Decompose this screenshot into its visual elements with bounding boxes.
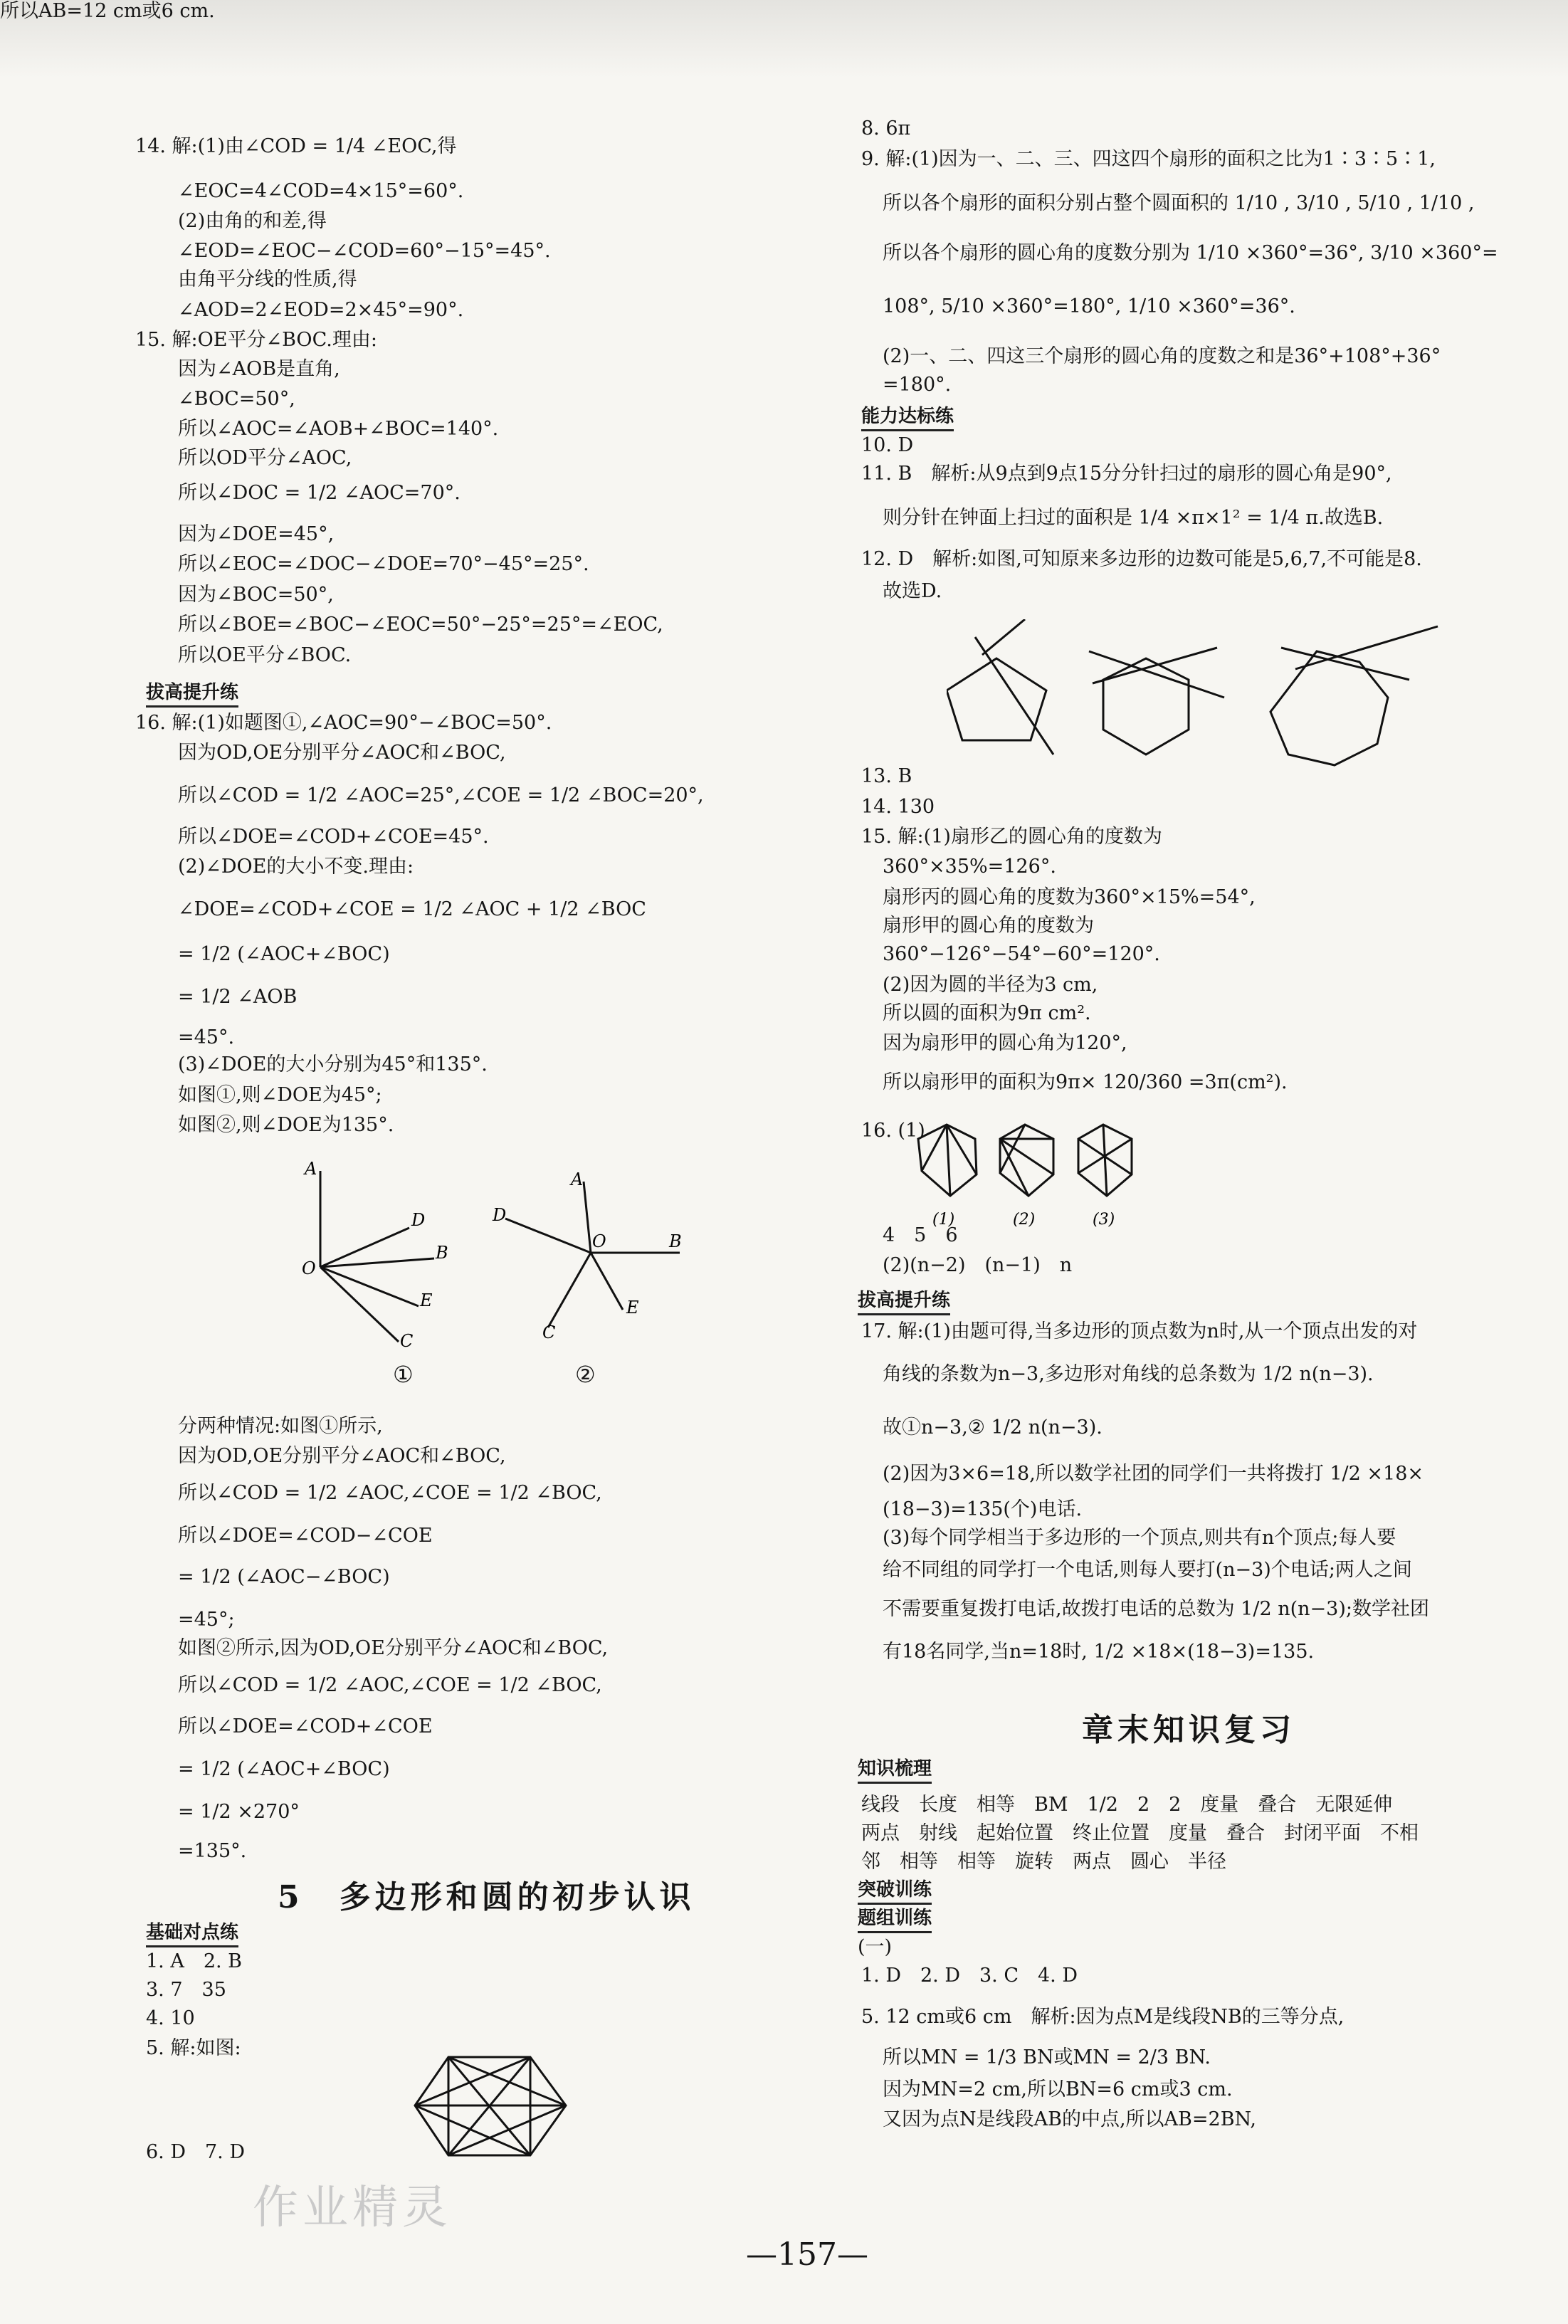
ray-oe [320,1267,419,1306]
text-line: (3)∠DOE的大小分别为45°和135°. [178,1053,488,1076]
text-line: 基础对点练 [146,1922,238,1947]
text-line: 5. 解:如图: [146,2037,241,2059]
text-line: =135°. [178,1840,247,1862]
text-line: 所以∠BOE=∠BOC−∠EOC=50°−25°=25°=∠EOC, [178,614,663,636]
text-line: 所以∠DOE=∠COD−∠COE [178,1525,433,1547]
text-line: 所以各个扇形的圆心角的度数分别为 1/10 ×360°=36°, 3/10 ×360°= [883,242,1498,264]
label-d: D [411,1210,426,1230]
text-line: 由角平分线的性质,得 [178,268,357,290]
label-e: E [420,1290,433,1310]
text-line: 因为OD,OE分别平分∠AOC和∠BOC, [178,1445,506,1467]
text-line: (2)由角的和差,得 [178,210,327,232]
text-line: 10. D [861,434,914,456]
label-e: E [626,1298,639,1318]
text-line: 因为∠DOE=45°, [178,523,335,545]
text-line: ∠BOC=50°, [178,388,295,410]
text-line: 16. 解:(1)如题图①,∠AOC=90°−∠BOC=50°. [135,712,552,734]
text-line: 5. 12 cm或6 cm 解析:因为点M是线段NB的三等分点, [861,2006,1345,2028]
ray-oe [591,1253,623,1310]
text-line: 3. 7 35 [146,1979,226,2001]
text-line: 题组训练 [858,1908,932,1933]
text-line: 因为∠AOB是直角, [178,358,340,380]
text-line: 因为扇形甲的圆心角为120°, [883,1032,1127,1054]
text-line: =45°; [178,1609,235,1631]
text-line: 又因为点N是线段AB的中点,所以AB=2BN, [883,2108,1257,2130]
ray-od [505,1219,591,1253]
text-line: 突破训练 [858,1879,932,1905]
text-line: 17. 解:(1)由题可得,当多边形的顶点数为n时,从一个顶点出发的对 [861,1320,1418,1342]
text-line: 所以∠COD = 1/2 ∠AOC=25°,∠COE = 1/2 ∠BOC=20°, [178,784,704,806]
text-line: = 1/2 (∠AOC−∠BOC) [178,1566,390,1588]
text-line: 所以∠EOC=∠DOC−∠DOE=70°−45°=25°. [178,553,589,575]
text-line: 9. 解:(1)因为一、二、三、四这四个扇形的面积之比为1∶3∶5∶1, [861,148,1436,170]
pentagon-diagonals-figures [911,1118,1167,1239]
text-line: 则分针在钟面上扫过的面积是 1/4 ×π×1² = 1/4 π.故选B. [883,507,1384,529]
label-o: O [302,1258,316,1278]
page-number: —157— [746,2236,868,2273]
text-line: 两点 射线 起始位置 终止位置 度量 叠合 封闭平面 不相 [861,1822,1419,1844]
label-a: A [571,1169,584,1189]
text-line: 1. A 2. B [146,1950,243,1972]
text-line: 邻 相等 相等 旋转 两点 圆心 半径 [861,1851,1226,1873]
caption-3: (3) [1093,1211,1115,1229]
label-b: B [669,1231,682,1251]
text-line: = 1/2 ×270° [178,1801,300,1823]
text-line: 13. B [861,765,912,787]
text-line: = 1/2 (∠AOC+∠BOC) [178,1758,390,1780]
text-line: 如图②所示,因为OD,OE分别平分∠AOC和∠BOC, [178,1637,609,1659]
text-line: 所以∠AOC=∠AOB+∠BOC=140°. [178,418,499,440]
text-line: 16. (1) [861,1120,925,1142]
text-line: 故选D. [883,580,942,602]
text-line: 拔高提升练 [146,682,238,708]
scan-top-shadow [0,0,1568,78]
text-line: 4 5 6 [883,1224,958,1246]
text-line: 5 多边形和圆的初步认识 [278,1879,695,1915]
text-line: 360°−126°−54°−60°=120°. [883,943,1160,965]
text-line: 12. D 解析:如图,可知原来多边形的边数可能是5,6,7,不可能是8. [861,548,1422,570]
ray-oc [320,1267,399,1342]
ray-oa [584,1182,591,1253]
label-c: C [400,1331,414,1351]
text-line: 知识梳理 [858,1758,932,1784]
text-line: (2)(n−2) (n−1) n [883,1254,1073,1276]
text-line: 因为OD,OE分别平分∠AOC和∠BOC, [178,742,506,764]
text-line: 所以AB=12 cm或6 cm. [0,0,215,22]
text-line: 4. 10 [146,2007,195,2029]
text-line: 所以∠COD = 1/2 ∠AOC,∠COE = 1/2 ∠BOC, [178,1674,602,1696]
text-line: 扇形丙的圆心角的度数为360°×15%=54°, [883,886,1256,908]
text-line: (2)一、二、四这三个扇形的圆心角的度数之和是36°+108°+36° [883,345,1441,367]
text-line: (2)因为圆的半径为3 cm, [883,974,1098,996]
angle-figure-1 [292,1160,477,1352]
caption-figure-1: ① [393,1361,414,1388]
text-line: 拔高提升练 [858,1290,950,1315]
text-line: 角线的条数为n−3,多边形对角线的总条数为 1/2 n(n−3). [883,1363,1374,1385]
watermark: 作业精灵 [253,2182,452,2234]
text-line: 分两种情况:如图①所示, [178,1415,383,1437]
text-line: = 1/2 (∠AOC+∠BOC) [178,943,390,965]
text-line: 能力达标练 [861,406,954,431]
text-line: 给不同组的同学打一个电话,则每人要打(n−3)个电话;两人之间 [883,1559,1412,1581]
label-b: B [436,1243,448,1263]
text-line: (3)每个同学相当于多边形的一个顶点,则共有n个顶点;每人要 [883,1527,1396,1549]
text-line: 所以扇形甲的面积为9π× 120/360 =3π(cm²). [883,1071,1288,1093]
text-line: (18−3)=135(个)电话. [883,1498,1083,1520]
text-line: 108°, 5/10 ×360°=180°, 1/10 ×360°=36°. [883,295,1295,317]
text-line: 如图②,则∠DOE为135°. [178,1114,394,1136]
text-line: 所以各个扇形的面积分别占整个圆面积的 1/10 , 3/10 , 5/10 , 1/10 , [883,192,1475,214]
text-line: 所以∠DOE=∠COD+∠COE=45°. [178,826,489,848]
text-line: 故①n−3,② 1/2 n(n−3). [883,1416,1103,1439]
text-line: 章末知识复习 [1082,1712,1295,1748]
text-line: ∠DOE=∠COD+∠COE = 1/2 ∠AOC + 1/2 ∠BOC [178,898,646,920]
text-line: 不需要重复拨打电话,故拨打电话的总数为 1/2 n(n−3);数学社团 [883,1598,1429,1620]
label-c: C [542,1323,556,1342]
text-line: 14. 130 [861,796,935,818]
text-line: (2)因为3×6=18,所以数学社团的同学们一共将拨打 1/2 ×18× [883,1463,1424,1485]
polygon-cut-figures [947,619,1459,783]
hexagon [1103,658,1189,754]
text-line: 因为∠BOC=50°, [178,584,334,606]
text-line: 有18名同学,当n=18时, 1/2 ×18×(18−3)=135. [883,1641,1315,1663]
hexagon-diagonals-figure [409,2050,573,2164]
text-line: 所以圆的面积为9π cm². [883,1002,1091,1024]
text-line: =45°. [178,1026,235,1048]
label-d: D [493,1205,507,1225]
text-line: (2)∠DOE的大小不变.理由: [178,856,414,878]
text-line: 15. 解:(1)扇形乙的圆心角的度数为 [861,826,1162,848]
text-line: 360°×35%=126°. [883,856,1056,878]
text-line: 线段 长度 相等 BM 1/2 2 2 度量 叠合 无限延伸 [861,1794,1393,1816]
angle-figure-2 [491,1167,705,1352]
text-line: 11. B 解析:从9点到9点15分分针扫过的扇形的圆心角是90°, [861,463,1392,485]
caption-figure-2: ② [575,1361,596,1388]
caption-2: (2) [1013,1211,1036,1229]
text-line: 所以MN = 1/3 BN或MN = 2/3 BN. [883,2046,1211,2068]
text-line: (一) [858,1936,893,1958]
text-line: 扇形甲的圆心角的度数为 [883,915,1094,937]
text-line: 所以OD平分∠AOC, [178,447,352,469]
text-line: =180°. [883,374,952,396]
text-line: ∠EOD=∠EOC−∠COD=60°−15°=45°. [178,240,551,262]
heptagon [1270,651,1388,765]
text-line: 所以∠DOE=∠COD+∠COE [178,1715,433,1737]
label-o: O [592,1231,606,1251]
text-line: 所以OE平分∠BOC. [178,644,352,666]
text-line: 所以∠COD = 1/2 ∠AOC,∠COE = 1/2 ∠BOC, [178,1482,602,1504]
text-line: = 1/2 ∠AOB [178,986,298,1008]
label-a: A [305,1160,317,1179]
text-line: 15. 解:OE平分∠BOC.理由: [135,329,377,351]
text-line: 8. 6π [861,117,911,140]
text-line: 6. D 7. D [146,2141,245,2163]
ray-oc [548,1253,591,1327]
text-line: 如图①,则∠DOE为45°; [178,1084,382,1106]
caption-1: (1) [932,1211,955,1229]
text-line: 14. 解:(1)由∠COD = 1/4 ∠EOC,得 [135,135,457,157]
text-line: ∠EOC=4∠COD=4×15°=60°. [178,180,464,202]
text-line: 所以∠DOC = 1/2 ∠AOC=70°. [178,482,461,504]
text-line: ∠AOD=2∠EOD=2×45°=90°. [178,299,464,321]
text-line: 因为MN=2 cm,所以BN=6 cm或3 cm. [883,2078,1233,2100]
text-line: 1. D 2. D 3. C 4. D [861,1965,1078,1987]
